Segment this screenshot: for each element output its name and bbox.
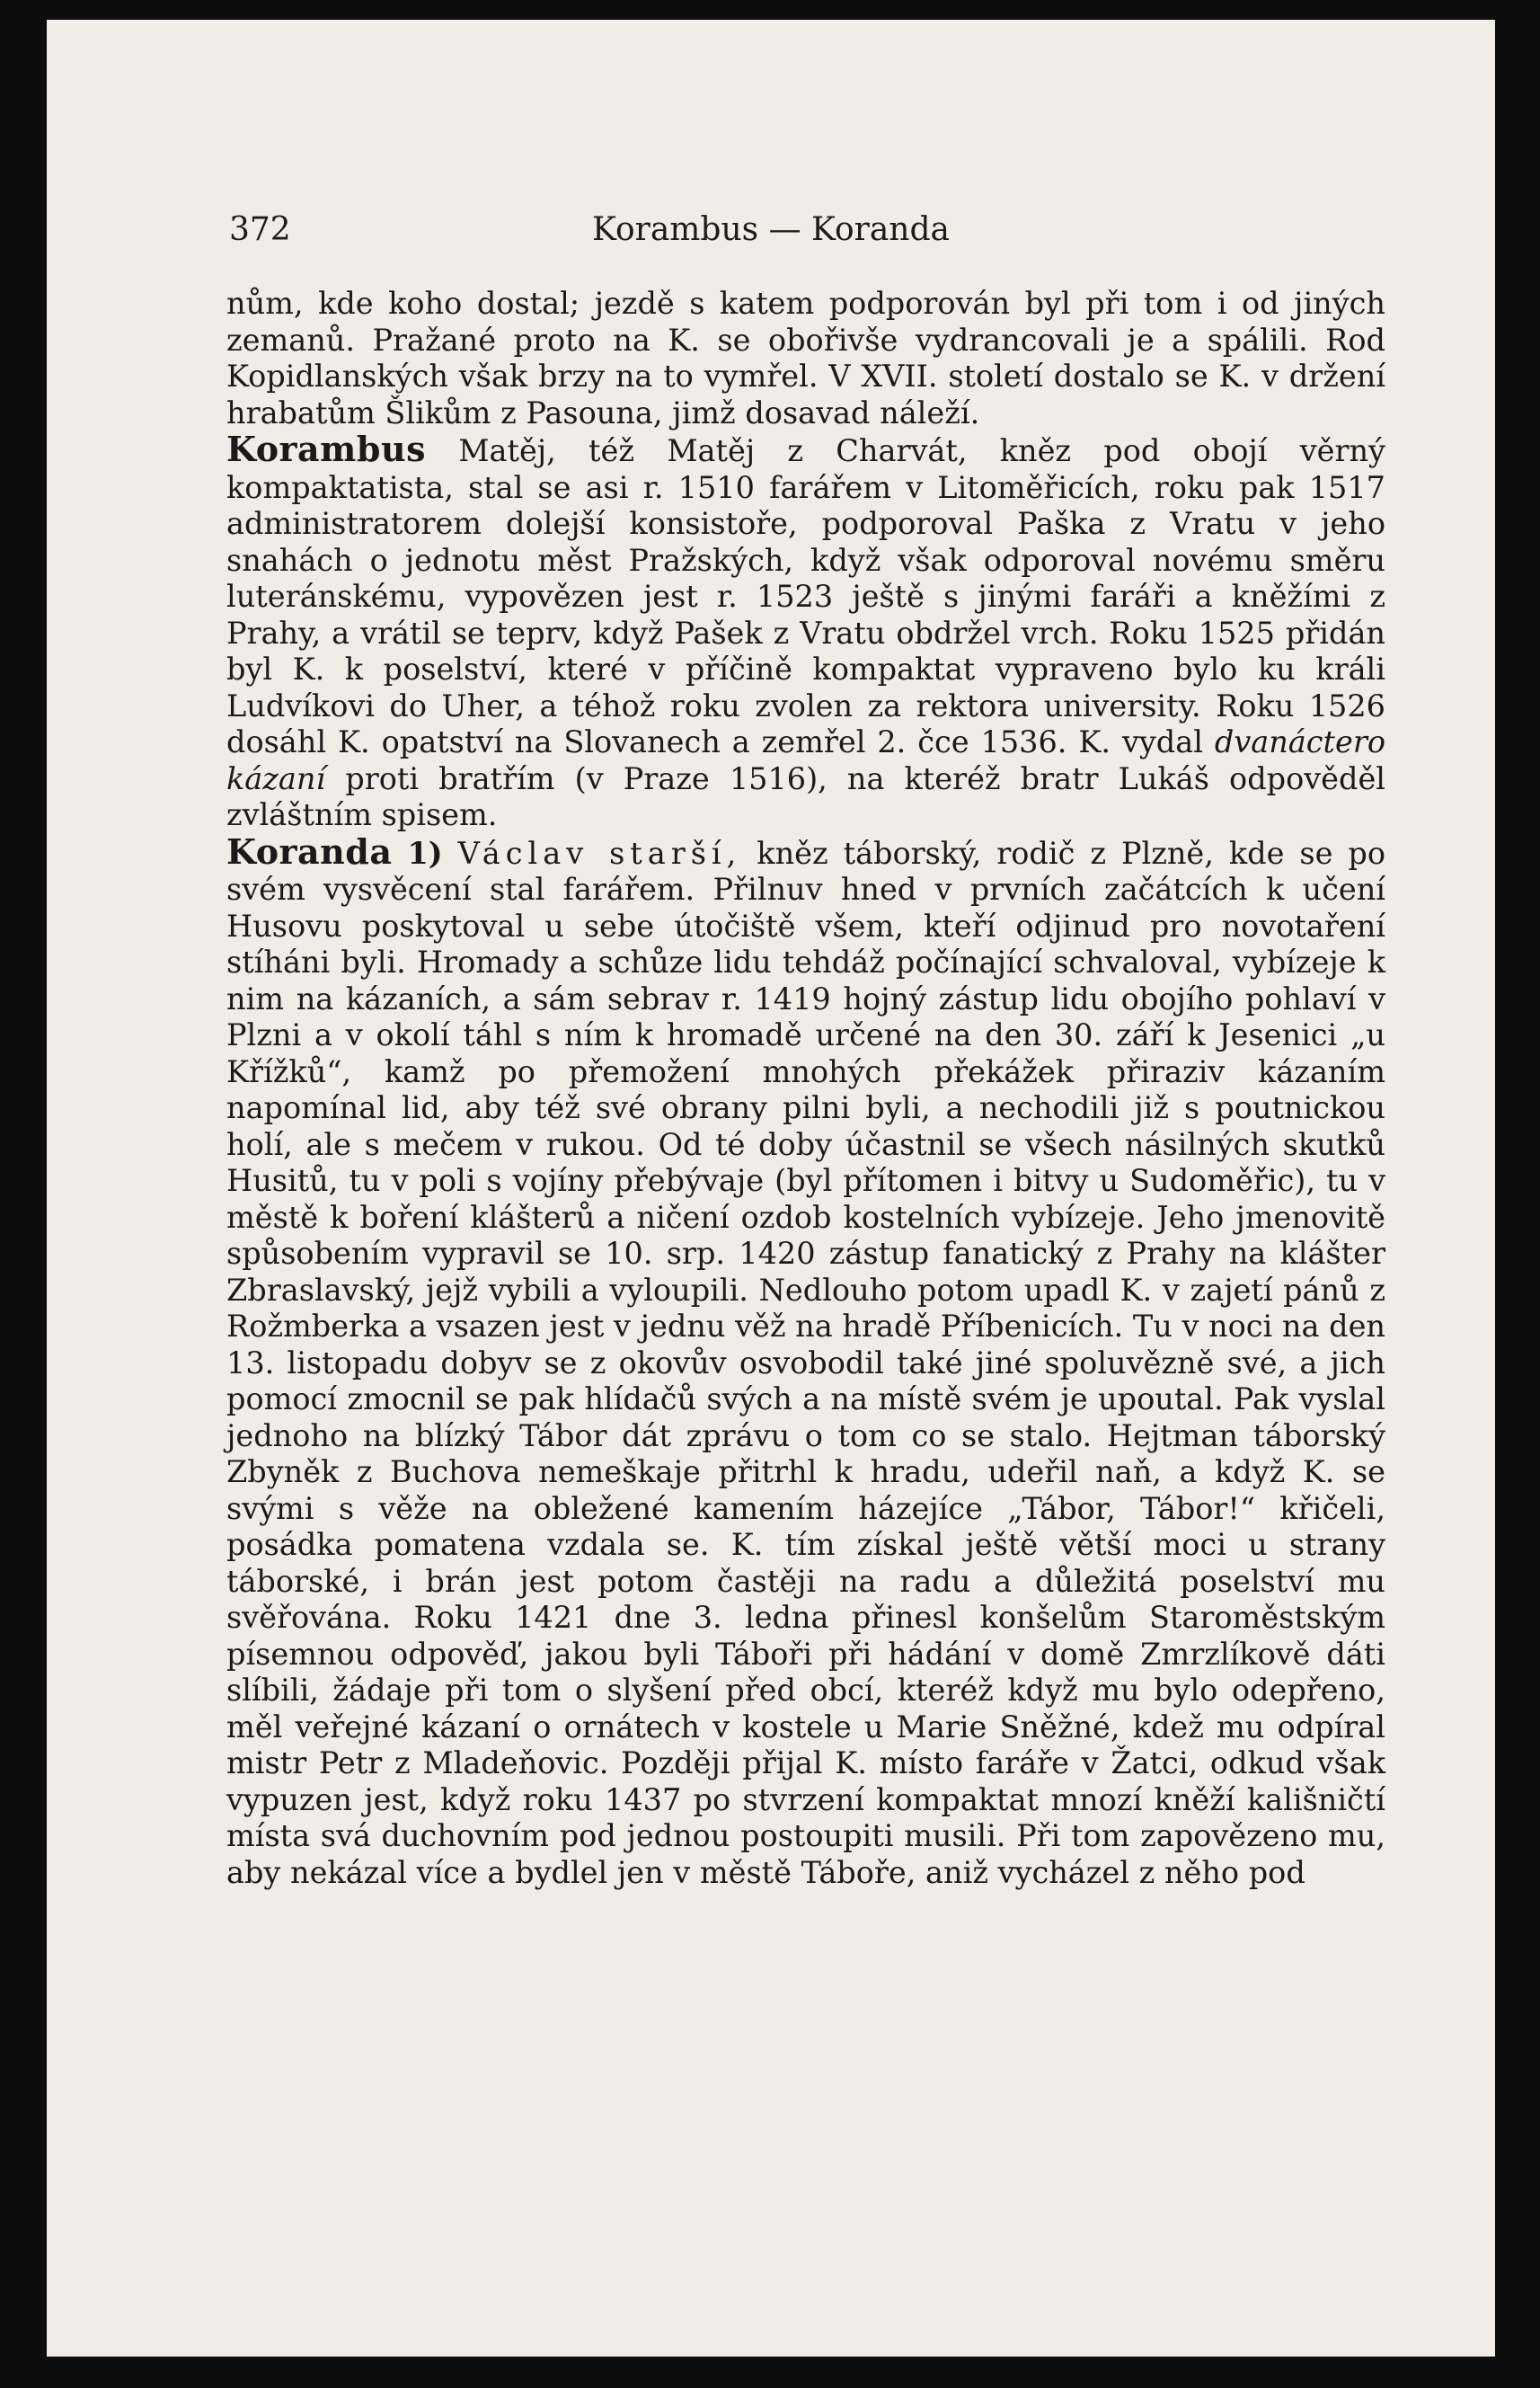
page-header — [47, 206, 1495, 260]
book-page — [47, 20, 1495, 2357]
entry-koranda — [226, 830, 1386, 1892]
entry-body: kněz táborský, rodič z Plzně, kde se po svém vysvěcení stal farářem. Přilnuv hned v prvních začátcích k učení Husovu poskytoval u sebe útočiště všem, kteří odjinud pro novotaření stíháni byli. Hromady a schůze lidu tehdáž počínající schvaloval, vybízeje k nim na kázaních, a sám sebrav r. 1419 hojný zástup lidu obojího pohlaví v Plzni a v okolí táhl s ním k hromadě určené na den 30. září k Jesenici „u Křížků“, kamž po přemožení mnohých překážek přiraziv kázaním napomínal lid, aby též své obrany pilni byli, a nechodili již s poutnickou holí, ale s mečem v rukou. Od té doby účastnil se všech násilných skutků Husitů, tu v poli s vojíny přebývaje (byl přítomen i bitvy u Sudoměřic), tu v městě k boření klášterů a ničení ozdob kostelních vybízeje. Jeho jmenovitě spůsobením vypravil se 10. srp. 1420 zástup fanatický z Prahy na klášter Zbraslavský, jejž vybili a vyloupili. Nedlouho potom upadl K. v zajetí pánů z Rožmberka a vsazen jest v jednu věž na hradě Příbenicích. Tu v noci na den 13. listopadu dobyv se z okovův osvobodil také jiné spoluvězně své, a jich pomocí zmocnil se pak hlídačů svých a na místě svém je upoutal. Pak vyslal jednoho na blízký Tábor dát zprávu o tom co se stalo. Hejtman táborský Zbyněk z Buchova nemeškaje přitrhl k hradu, udeřil naň, a když K. se svými s věže na obležené kamením házejíce „Tábor, Tábor!“ křičeli, posádka pomatena vzdala se. K. tím získal ještě větší moci u strany táborské, i brán jest potom častěji na radu a důležitá poselství mu svěřována. Roku 1421 dne 3. ledna přinesl konšelům Staroměstským písemnou odpověď, jakou byli Táboři při hádání v domě Zmrzlíkově dáti slíbili, žádaje při tom o slyšení před obcí, kteréž když mu bylo odepřeno, měl veřejné kázaní o ornátech v kostele u Marie Sněžné, kdež mu odpíral mistr Petr z Mladeňovic. Později přijal K. místo faráře v Žatci, odkud však vypuzen jest, když roku 1437 po stvrzení kompaktat mnozí kněží kališničtí místa svá duchovním pod jednou postoupiti musili. Při tom zapovězeno mu, aby nekázal více a bydlel jen v městě Táboře, aniž vycházel z něho pod — [226, 835, 1386, 1890]
entry-headword: Korambus — [226, 429, 426, 469]
entry-body-end: proti bratřím (v Praze 1516), na kteréž bratr Lukáš odpověděl zvláštním spisem. — [226, 760, 1385, 832]
body-text — [226, 286, 1385, 1891]
entry-korambus — [226, 431, 1385, 834]
running-head: Korambus — Koranda — [592, 211, 950, 248]
work-title: dvanáctero kázaní — [226, 724, 1386, 796]
page-number: 372 — [229, 211, 291, 248]
entry-headword: Koranda — [226, 830, 393, 872]
entry-number: 1) — [407, 835, 443, 871]
entry-name: Václav starší, — [457, 835, 742, 871]
entry-body: Matěj, též Matěj z Charvát, kněz pod obojí věrný kompaktatista, stal se asi r. 1510 farářem v Litoměřicích, roku pak 1517 administratorem dolejší konsistoře, podporoval Paška z Vratu v jeho snahách o jednotu měst Pražských, když však odporoval novému směru luteránskému, vypovězen jest r. 1523 ještě s jinými faráři a kněžími z Prahy, a vrátil se teprv, když Pašek z Vratu obdržel vrch. Roku 1525 přidán byl K. k poselství, které v příčině kompaktat vypraveno bylo ku králi Ludvíkovi do Uher, a téhož roku zvolen za rektora university. Roku 1526 dosáhl K. opatství na Slovanech a zemřel 2. čce 1536. K. vydal — [226, 433, 1385, 759]
paragraph-continuation: nům, kde koho dostal; jezdě s katem podporován byl při tom i od jiných zemanů. Pražané proto na K. se obořivše vydrancovali je a spálili. Rod Kopidlanských však brzy na to vymřel. V XVII. století dostalo se K. v držení hrabatům Šlikům z Pasouna, jimž dosavad náleží. — [226, 286, 1385, 431]
